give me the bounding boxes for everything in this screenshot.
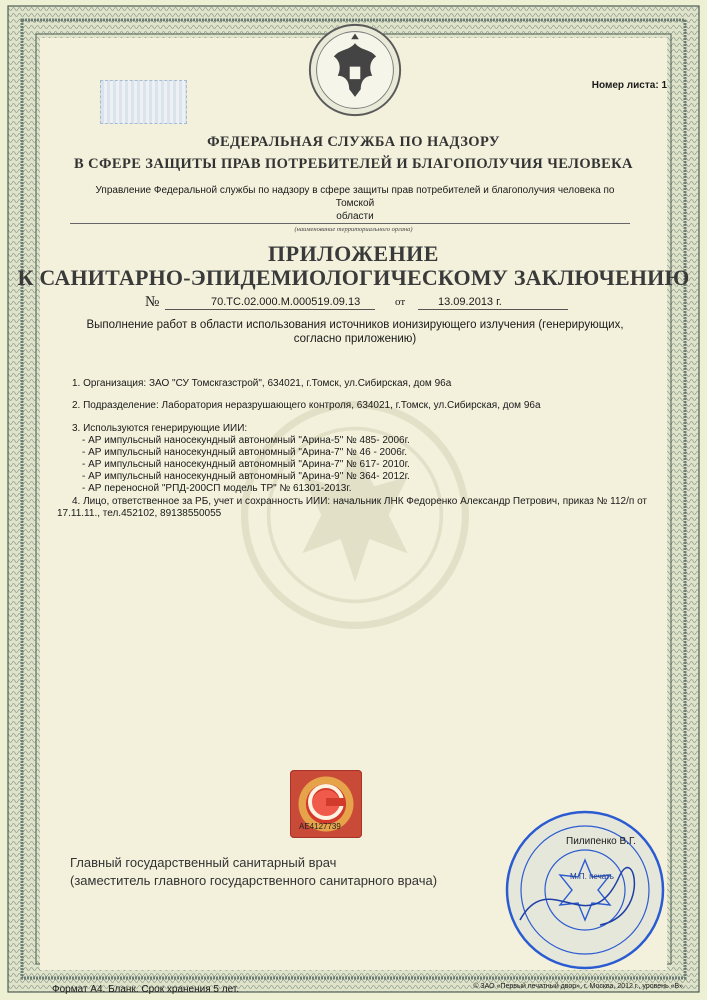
list-item: - АР импульсный наносекундный автономный "Арина-5" № 485- 2006г. bbox=[82, 435, 410, 446]
agency-name-line1: ФЕДЕРАЛЬНАЯ СЛУЖБА ПО НАДЗОРУ bbox=[207, 134, 500, 150]
list-item: - АР импульсный наносекундный автономный "Арина-9" № 364- 2012г. bbox=[82, 471, 410, 482]
document-title-line2: К САНИТАРНО-ЭПИДЕМИОЛОГИЧЕСКОМУ ЗАКЛЮЧЕНИЮ bbox=[17, 265, 690, 290]
hologram-code: АЕ4127739 bbox=[299, 822, 341, 831]
security-strip bbox=[100, 80, 187, 124]
stamp-label: М.П. печать bbox=[570, 872, 614, 881]
signatory-role-line2: (заместитель главного государственного санитарного врача) bbox=[70, 873, 438, 888]
division-item: 2. Подразделение: Лаборатория неразрушающего контроля, 634021, г.Томск, ул.Сибирская, дом 96а bbox=[72, 400, 541, 411]
footer-format-note: Формат А4. Бланк. Срок хранения 5 лет. bbox=[52, 984, 240, 995]
official-stamp bbox=[500, 805, 670, 975]
date-label: от bbox=[395, 296, 406, 308]
number-underline bbox=[165, 309, 375, 310]
list-item: - АР переносной "РПД-200СП модель ТР" № 61301-2013г. bbox=[82, 483, 352, 494]
responsible-line1: 4. Лицо, ответственное за РБ, учет и сохранность ИИИ: начальник ЛНК Федоренко Александр Петрович, приказ № 112/п от bbox=[72, 496, 648, 507]
responsible-line2: 17.11.11., тел.452102, 89138550055 bbox=[57, 508, 222, 519]
document-title-line1: ПРИЛОЖЕНИЕ bbox=[268, 241, 439, 266]
organization-item: 1. Организация: ЗАО "СУ Томскгазстрой", 634021, г.Томск, ул.Сибирская, дом 96а bbox=[72, 378, 452, 389]
coat-of-arms-emblem bbox=[307, 22, 403, 118]
activity-line2: согласно приложению) bbox=[293, 333, 417, 345]
agency-name-line2: В СФЕРЕ ЗАЩИТЫ ПРАВ ПОТРЕБИТЕЛЕЙ И БЛАГОПОЛУЧИЯ ЧЕЛОВЕКА bbox=[74, 156, 633, 172]
sources-heading: 3. Используются генерирующие ИИИ: bbox=[72, 423, 248, 434]
department-line2: области bbox=[336, 211, 374, 222]
department-rule bbox=[70, 223, 630, 224]
department-caption: (наименование территориального органа) bbox=[294, 226, 413, 233]
responsible-person bbox=[57, 496, 657, 520]
conclusion-date: 13.09.2013 г. bbox=[438, 296, 502, 308]
list-item: - АР импульсный наносекундный автономный "Арина-7" № 617- 2010г. bbox=[82, 459, 410, 470]
sheet-number: Номер листа: 1 bbox=[591, 80, 667, 91]
list-item: - АР импульсный наносекундный автономный "Арина-7" № 46 - 2006г. bbox=[82, 447, 408, 458]
signer-name: Пилипенко В.Г. bbox=[566, 836, 636, 847]
territorial-department bbox=[85, 184, 625, 223]
department-line1: Управление Федеральной службы по надзору в сфере защиты прав потребителей и благополучия человека по Томской bbox=[95, 185, 615, 209]
footer-printer-note: © ЗАО «Первый печатный двор», г. Москва, 2012 г., уровень «В». bbox=[473, 983, 685, 990]
activity-line1: Выполнение работ в области использования источников ионизирующего излучения (генерирующих, bbox=[86, 319, 624, 331]
activity-description bbox=[70, 318, 640, 346]
signatory-role-line1: Главный государственный санитарный врач bbox=[70, 855, 337, 870]
date-underline bbox=[418, 309, 568, 310]
conclusion-number: 70.ТС.02.000.М.000519.09.13 bbox=[211, 296, 361, 308]
number-label: № bbox=[145, 294, 160, 310]
sources-list bbox=[72, 423, 410, 495]
